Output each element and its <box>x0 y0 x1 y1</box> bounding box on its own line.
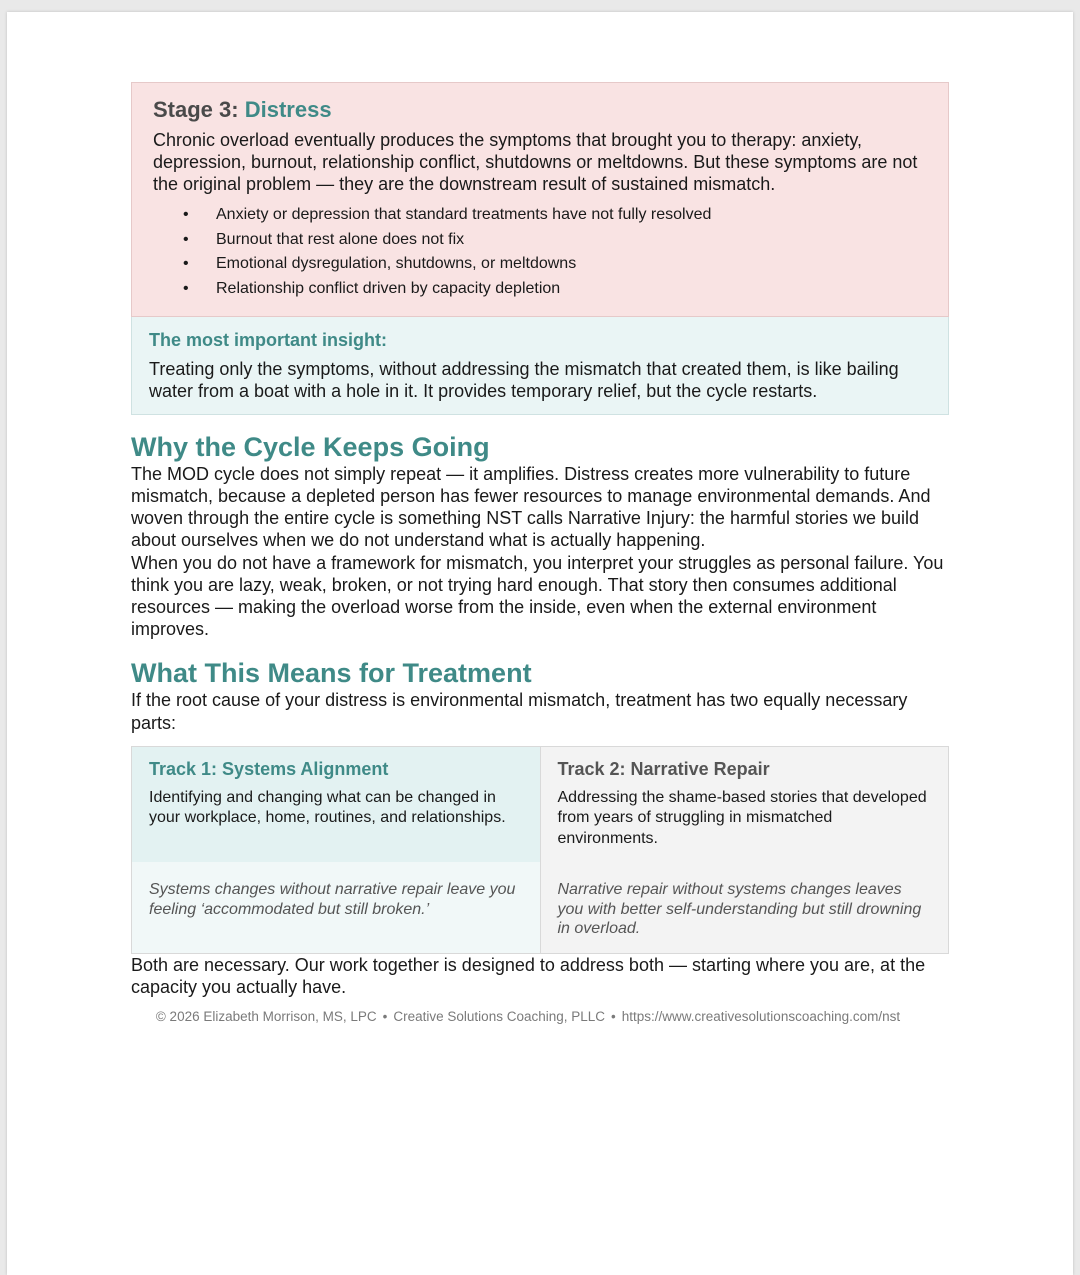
track-2-description: Addressing the shame-based stories that developed from years of struggling in mismatched environments. <box>557 788 927 847</box>
bullet-icon: • <box>183 255 189 273</box>
list-item: • Relationship conflict driven by capacity depletion <box>183 277 928 302</box>
page-footer <box>131 1009 949 1024</box>
stage-label: Stage 3: <box>153 97 239 122</box>
bullet-icon: • <box>183 230 189 248</box>
list-item: • Anxiety or depression that standard treatments have not fully resolved <box>183 203 928 228</box>
cycle-heading: Why the Cycle Keeps Going <box>131 431 490 462</box>
stage-title <box>153 97 928 123</box>
stage-body: Chronic overload eventually produces the symptoms that brought you to therapy: anxiety, depression, burnout, relationship conflict, shutdowns or meltdowns. But these symptoms are not the original problem — they are the downstream result of sustained mismatch. <box>153 130 918 194</box>
track-2-note-cell <box>541 862 949 953</box>
list-item: • Burnout that rest alone does not fix <box>183 228 928 253</box>
bullet-icon: • <box>183 206 189 223</box>
track-1-header <box>132 747 540 862</box>
insight-callout <box>131 317 949 415</box>
stage-callout <box>131 82 949 317</box>
stage-bullet-list <box>153 203 928 302</box>
track-2-column <box>541 747 949 953</box>
footer-separator: • <box>611 1008 616 1024</box>
bullet-icon: • <box>183 280 189 298</box>
closing-paragraph: Both are necessary. Our work together is designed to address both — starting where you are, at the capacity you actually have. <box>131 955 926 998</box>
page-content <box>131 82 949 1024</box>
footer-company: Creative Solutions Coaching, PLLC <box>393 1008 606 1024</box>
document-page <box>7 12 1073 1275</box>
treatment-heading: What This Means for Treatment <box>131 658 532 689</box>
track-1-column <box>132 747 541 953</box>
footer-separator: • <box>382 1008 388 1024</box>
footer-url-link[interactable]: https://www.creativesolutionscoaching.com/nst <box>621 1008 901 1024</box>
track-1-note-cell <box>132 862 540 953</box>
track-2-title: Track 2: Narrative Repair <box>557 758 770 779</box>
insight-body: Treating only the symptoms, without addressing the mismatch that created them, is like bailing water from a boat with a hole in it. It provides temporary relief, but the cycle restarts. <box>149 358 899 401</box>
cycle-paragraph-2: When you do not have a framework for mismatch, you interpret your struggles as personal failure. You think you are lazy, weak, broken, or not trying hard enough. That story then consumes additional resources — making the overload worse from the inside, even when the external environment improves. <box>131 552 944 640</box>
footer-copyright: © 2026 Elizabeth Morrison, MS, LPC <box>155 1008 377 1024</box>
cycle-paragraph-1: The MOD cycle does not simply repeat — it amplifies. Distress creates more vulnerability to future mismatch, because a depleted person has fewer resources to manage environmental demands. And woven through the entire cycle is something NST calls Narrative Injury: the harmful stories we build about ourselves when we do not understand what is actually happening. <box>131 463 931 551</box>
tracks-table <box>131 746 949 954</box>
track-2-header <box>541 747 949 862</box>
treatment-intro: If the root cause of your distress is environmental mismatch, treatment has two equally necessary parts: <box>131 690 908 733</box>
track-1-note: Systems changes without narrative repair leave you feeling ‘accommodated but still broken.’ <box>149 880 516 918</box>
track-1-title: Track 1: Systems Alignment <box>149 758 389 779</box>
track-1-description: Identifying and changing what can be changed in your workplace, home, routines, and relationships. <box>149 788 506 827</box>
track-2-note: Narrative repair without systems changes leaves you with better self-understanding but still drowning in overload. <box>557 880 922 938</box>
insight-title: The most important insight: <box>149 329 387 350</box>
stage-name: Distress <box>244 97 332 122</box>
list-item: • Emotional dysregulation, shutdowns, or meltdowns <box>183 252 928 277</box>
